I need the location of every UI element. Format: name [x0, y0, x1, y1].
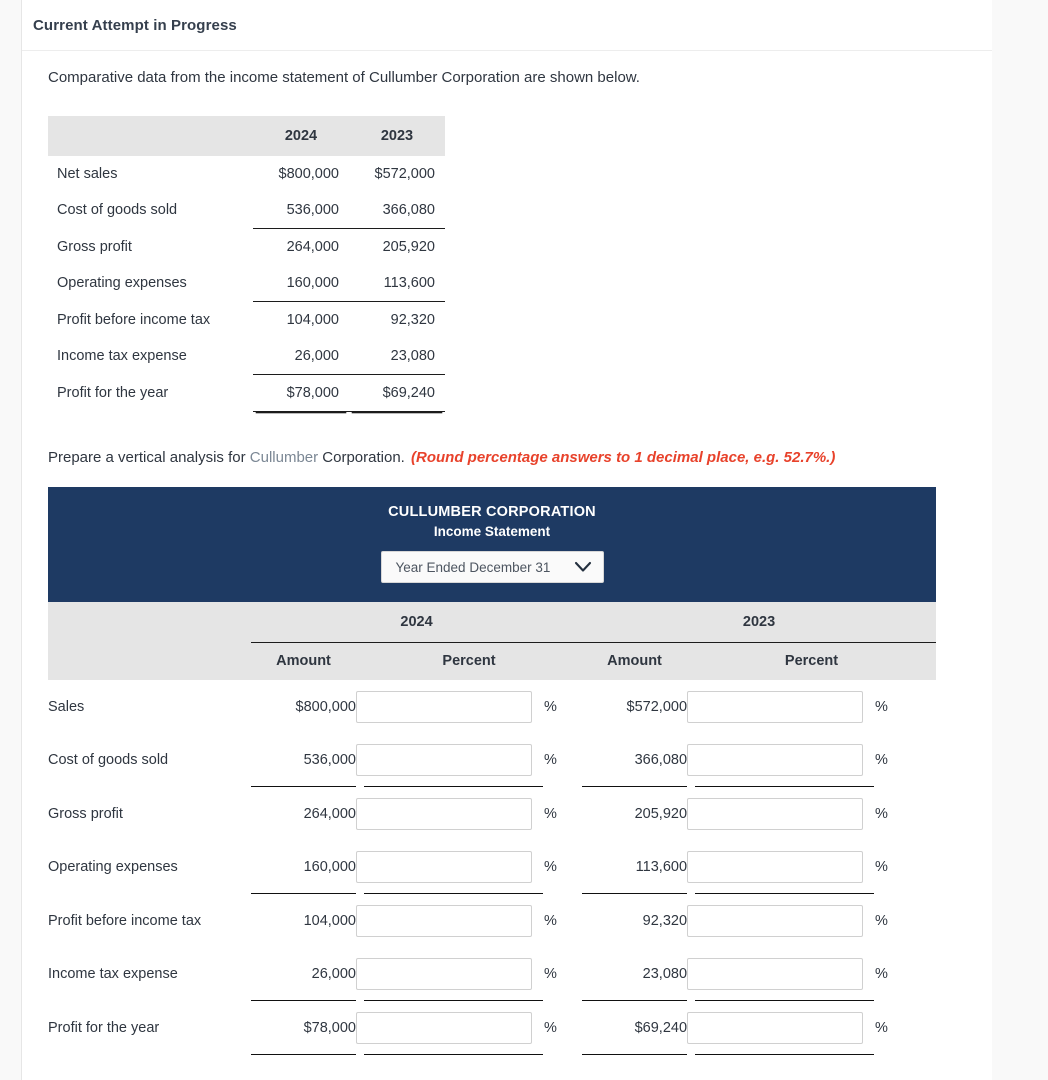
row-amount-2023: 366,080	[634, 751, 688, 768]
row-label: Cost of goods sold	[48, 751, 169, 768]
percent-sign: %	[875, 858, 888, 875]
subheader-amount-2024: Amount	[251, 642, 356, 680]
year-header-2024: 2024	[251, 602, 582, 642]
row-amount-2024: 26,000	[311, 965, 356, 982]
percent-input-2024[interactable]	[356, 958, 532, 990]
attempt-header-title: Current Attempt in Progress	[33, 16, 237, 34]
row-percent-cell-2023	[687, 680, 936, 733]
row-percent-cell-2023	[687, 733, 936, 786]
table-row	[48, 733, 936, 786]
row-label: Sales	[48, 698, 85, 715]
period-select-wrap	[48, 551, 936, 583]
table-row	[48, 680, 936, 733]
year-header-blank	[48, 602, 251, 642]
prepare-instruction	[22, 412, 992, 466]
intro-text: Comparative data from the income statement of Cullumber Corporation are shown below.	[48, 69, 640, 86]
rule-percent-2023	[687, 1054, 936, 1055]
question-body	[22, 51, 992, 1055]
row-value-2023: 92,320	[390, 312, 435, 328]
row-value-2024: 26,000	[253, 338, 349, 375]
percent-input-2023[interactable]	[687, 958, 863, 990]
rounding-note: (Round percentage answers to 1 decimal place, e.g. 52.7%.)	[411, 449, 836, 466]
percent-input-2023[interactable]	[687, 798, 863, 830]
row-amount-2023: 92,320	[642, 912, 688, 929]
prepare-lead: Prepare a vertical analysis for	[48, 449, 246, 466]
content-pane	[21, 0, 992, 1080]
row-value-2023: 113,600	[349, 265, 445, 302]
comparative-header-2023: 2023	[349, 116, 445, 156]
percent-sign: %	[875, 965, 888, 982]
vertical-analysis-table	[48, 602, 936, 1055]
row-value-2024: 104,000	[286, 312, 339, 328]
statement-header	[48, 487, 936, 602]
table-row	[48, 894, 936, 947]
percent-sign: %	[875, 912, 888, 929]
comparative-header-blank	[48, 116, 253, 156]
row-amount-2023: 23,080	[642, 965, 688, 982]
percent-input-2024[interactable]	[356, 905, 532, 937]
table-row	[48, 192, 445, 229]
subheader-row	[48, 642, 936, 680]
row-percent-cell-2023	[687, 840, 936, 893]
attempt-header	[22, 0, 992, 51]
comparative-header-2024: 2024	[253, 116, 349, 156]
row-percent-cell-2024	[356, 947, 582, 1000]
row-amount-2023: $572,000	[626, 698, 688, 715]
subheader-amount-2023: Amount	[582, 642, 687, 680]
row-label: Cost of goods sold	[57, 202, 178, 219]
percent-sign: %	[544, 1019, 557, 1036]
row-percent-cell-2023	[687, 894, 936, 947]
percent-sign: %	[875, 698, 888, 715]
row-label: Income tax expense	[48, 965, 178, 982]
comparative-header-row	[48, 116, 445, 156]
percent-sign: %	[544, 858, 557, 875]
row-label: Gross profit	[48, 805, 123, 822]
row-value-2024: 264,000	[286, 239, 339, 255]
table-row	[48, 1001, 936, 1054]
vertical-analysis-body	[48, 680, 936, 1055]
table-row	[48, 302, 445, 339]
percent-input-2023[interactable]	[687, 1012, 863, 1044]
row-percent-cell-2024	[356, 733, 582, 786]
row-amount-2024: $800,000	[295, 698, 356, 715]
subheader-percent-2023: Percent	[687, 642, 936, 680]
prepare-tail: Corporation.	[322, 449, 405, 466]
table-row	[48, 947, 936, 1000]
percent-input-2024[interactable]	[356, 1012, 532, 1044]
table-row	[48, 338, 445, 375]
percent-sign: %	[875, 805, 888, 822]
prepare-company: Cullumber	[249, 449, 319, 466]
row-percent-cell-2023	[687, 947, 936, 1000]
table-row	[48, 229, 445, 266]
rule-amount-2023	[582, 1054, 687, 1055]
row-label: Net sales	[57, 166, 118, 182]
percent-input-2023[interactable]	[687, 744, 863, 776]
row-label: Gross profit	[57, 238, 132, 255]
row-percent-cell-2024	[356, 1001, 582, 1054]
row-amount-2024: 160,000	[303, 858, 356, 875]
row-value-2023: $572,000	[374, 166, 435, 182]
percent-sign: %	[544, 805, 557, 822]
percent-sign: %	[544, 912, 557, 929]
percent-input-2024[interactable]	[356, 798, 532, 830]
rule-blank	[48, 1054, 251, 1055]
table-row	[48, 840, 936, 893]
row-label: Operating expenses	[57, 275, 187, 292]
row-value-2023: 205,920	[382, 239, 435, 255]
comparative-table-body	[48, 156, 445, 412]
percent-sign: %	[544, 698, 557, 715]
row-amount-2023: 205,920	[634, 805, 688, 822]
table-row	[48, 156, 445, 192]
row-amount-2024: 104,000	[303, 912, 356, 929]
vertical-analysis-head	[48, 602, 936, 680]
row-amount-2023: 113,600	[635, 858, 688, 875]
row-amount-2024: 264,000	[303, 805, 356, 822]
statement-title: Income Statement	[433, 524, 551, 539]
percent-input-2024[interactable]	[356, 851, 532, 883]
row-percent-cell-2024	[356, 894, 582, 947]
row-label: Profit for the year	[57, 385, 169, 401]
percent-input-2023[interactable]	[687, 691, 863, 723]
total-rule	[48, 1054, 936, 1055]
row-value-2023: 366,080	[349, 192, 445, 229]
comparative-table-head	[48, 116, 445, 156]
table-row	[48, 787, 936, 840]
percent-sign: %	[544, 965, 557, 982]
row-amount-2023: $69,240	[634, 1019, 688, 1036]
row-value-2024: 160,000	[253, 265, 349, 302]
chevron-down-icon	[574, 561, 592, 573]
table-row	[48, 375, 445, 412]
row-label: Operating expenses	[48, 858, 178, 875]
vertical-analysis-statement	[48, 487, 936, 1055]
row-value-2023: $69,240	[349, 375, 445, 412]
row-value-2023: 23,080	[349, 338, 445, 375]
percent-input-2023[interactable]	[687, 905, 863, 937]
rule-percent-2024	[356, 1054, 582, 1055]
row-value-2024: 536,000	[253, 192, 349, 229]
vertical-analysis-wrap	[22, 466, 992, 1055]
row-label: Profit for the year	[48, 1019, 160, 1036]
subheader-percent-2024: Percent	[356, 642, 582, 680]
percent-input-2024[interactable]	[356, 691, 532, 723]
row-value-2024: $78,000	[253, 375, 349, 412]
row-percent-cell-2024	[356, 787, 582, 840]
row-value-2024: $800,000	[278, 166, 339, 182]
row-percent-cell-2023	[687, 1001, 936, 1054]
row-percent-cell-2024	[356, 840, 582, 893]
percent-sign: %	[875, 751, 888, 768]
comparative-table-wrap	[22, 88, 992, 412]
year-header-2023: 2023	[582, 602, 936, 642]
row-amount-2024: $78,000	[303, 1019, 356, 1036]
row-percent-cell-2023	[687, 787, 936, 840]
percent-sign: %	[544, 751, 557, 768]
statement-company-name: CULLUMBER CORPORATION	[388, 504, 596, 520]
percent-sign: %	[875, 1019, 888, 1036]
table-row	[48, 265, 445, 302]
row-label: Profit before income tax	[48, 912, 202, 929]
period-select-value: Year Ended December 31	[395, 559, 551, 575]
percent-input-2023[interactable]	[687, 851, 863, 883]
comparative-table	[48, 116, 445, 412]
rule-amount-2024	[251, 1054, 356, 1055]
row-label: Profit before income tax	[57, 311, 211, 328]
row-amount-2024: 536,000	[303, 751, 356, 768]
percent-input-2024[interactable]	[356, 744, 532, 776]
row-label: Income tax expense	[57, 348, 187, 365]
year-header-row	[48, 602, 936, 642]
subheader-blank	[48, 642, 251, 680]
row-percent-cell-2024	[356, 680, 582, 733]
period-select[interactable]	[381, 551, 604, 583]
